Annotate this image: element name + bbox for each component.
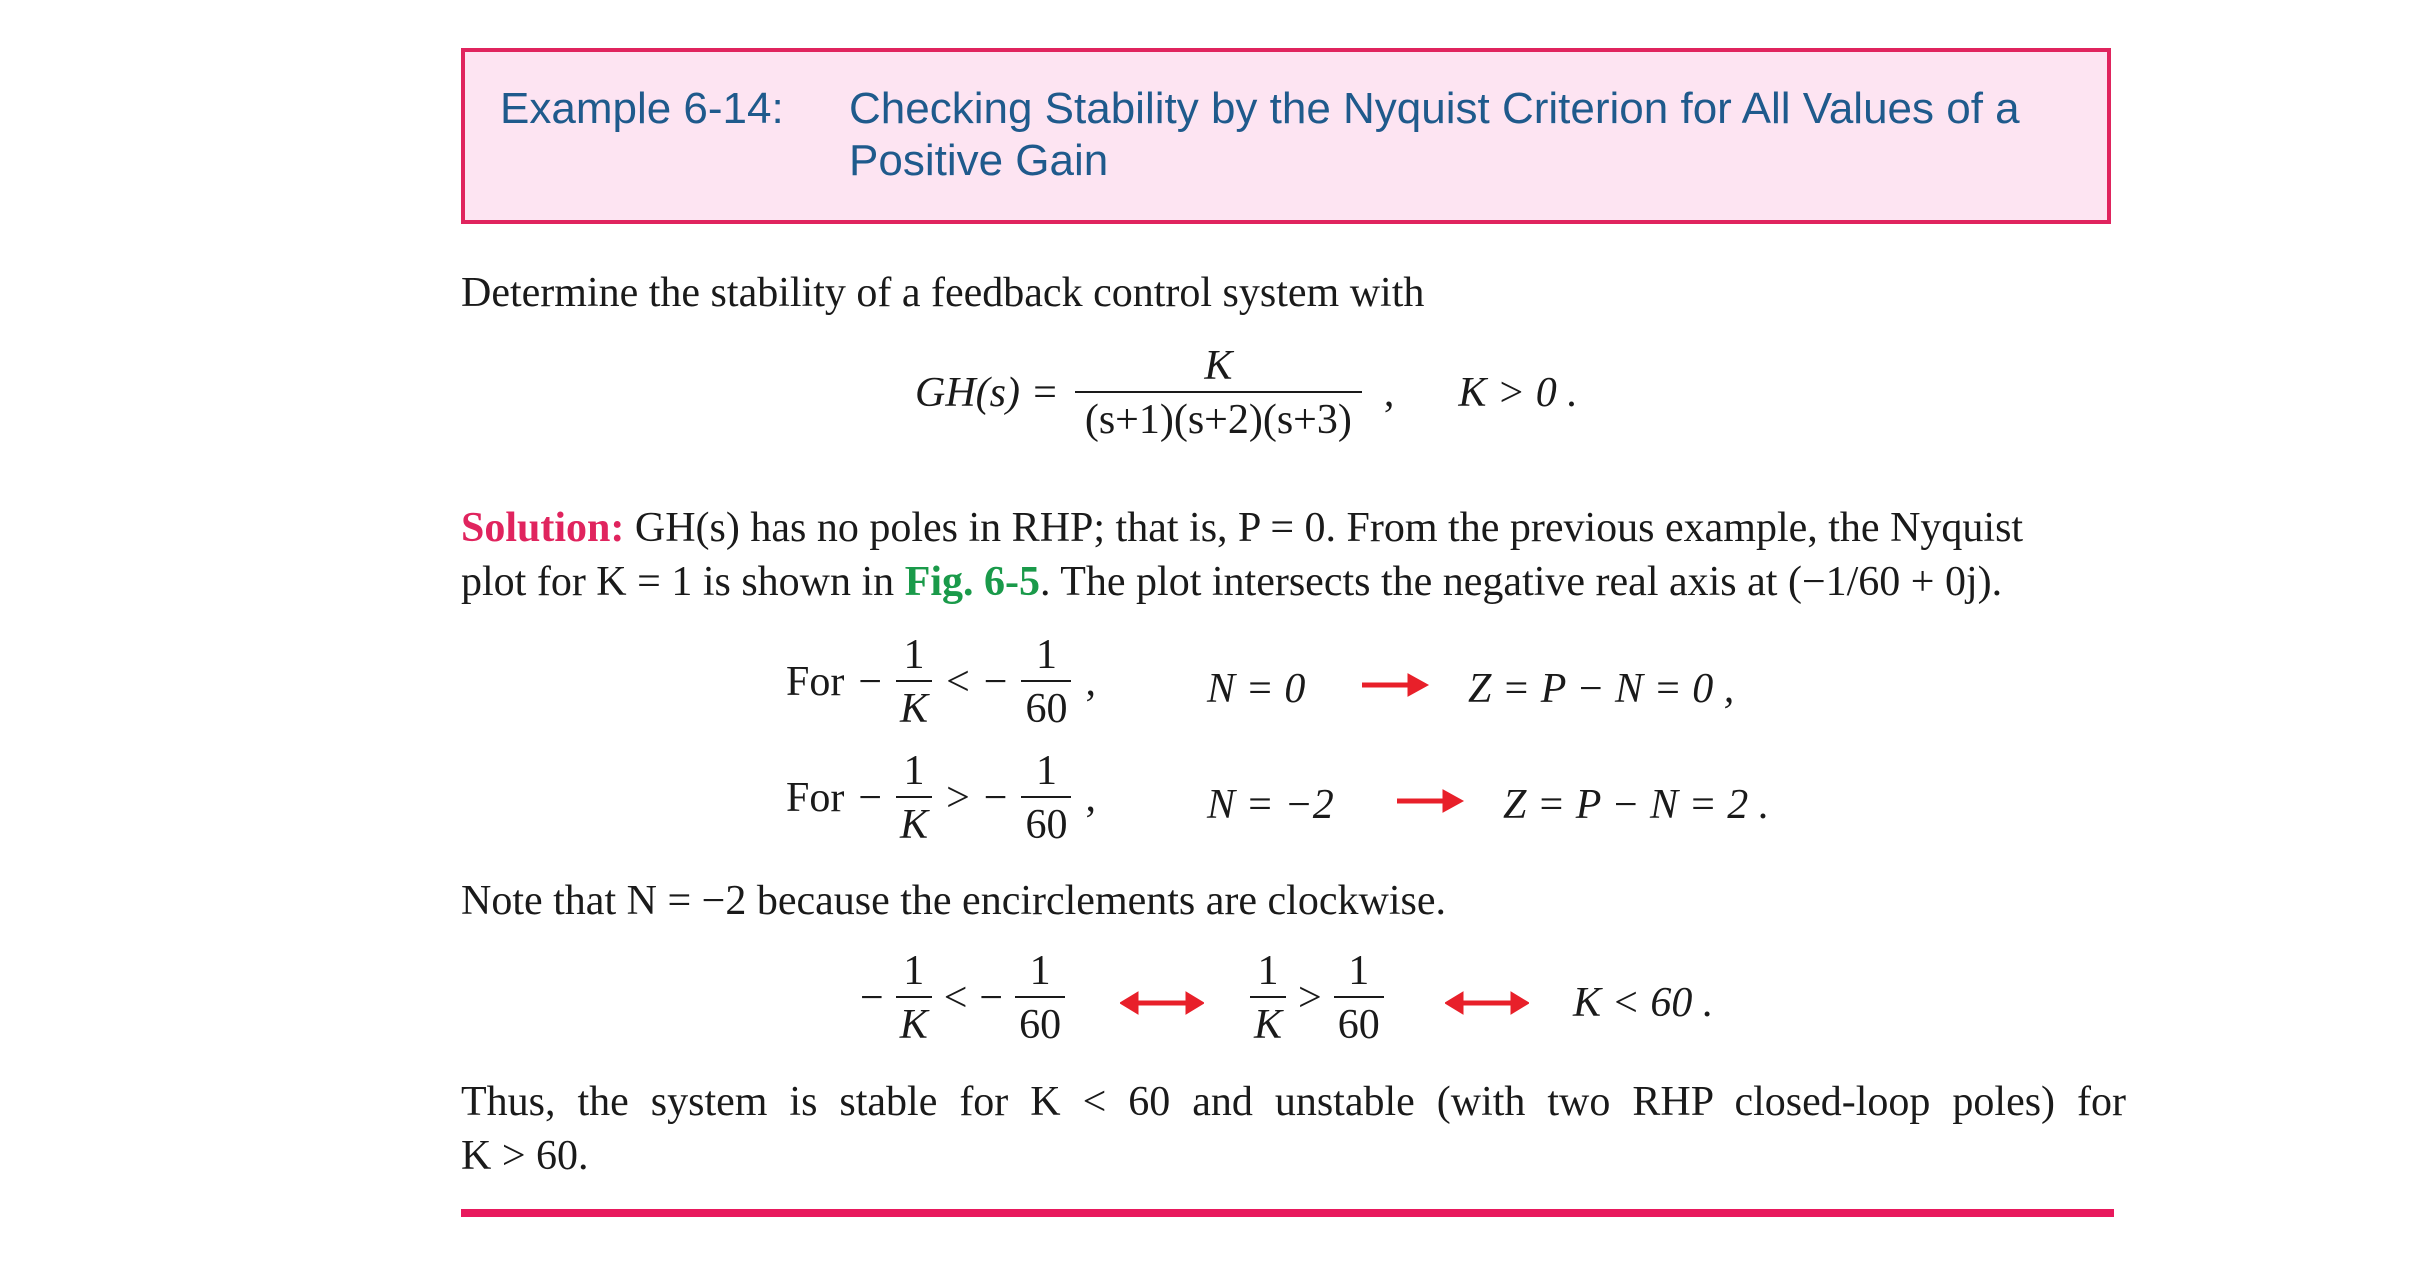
- conclusion-line1: Thus, the system is stable for K < 60 and unstable (with two RHP closed-loop poles) for: [461, 1079, 2126, 1125]
- case-operator: >: [946, 775, 970, 821]
- equation-numerator: K: [1204, 343, 1233, 389]
- solution-text-1: GH(s) has no poles in RHP; that is, P = 0. From the previous example, the Nyquist: [634, 505, 2024, 551]
- solution-label: Solution:: [461, 505, 625, 551]
- case-2-n: N = −2: [1207, 782, 1334, 828]
- equation-lhs: GH(s) =: [915, 370, 1059, 416]
- note-text: Note that N = −2 because the encirclements are clockwise.: [461, 878, 1446, 924]
- equation-condition: K > 0 .: [1458, 370, 1578, 416]
- case-1-z: Z = P − N = 0 ,: [1468, 666, 1735, 712]
- equation-fraction: [1075, 345, 1362, 441]
- solution-line1: [461, 507, 2023, 549]
- case-1-n: N = 0: [1207, 666, 1306, 712]
- example-box: [461, 48, 2111, 224]
- equation-denominator: (s+1)(s+2)(s+3): [1075, 391, 1362, 441]
- fraction-1-over-60: $\frac{1}{60}$: [1021, 634, 1071, 730]
- solution-text-2: plot for K = 1 is shown in: [461, 559, 895, 605]
- example-label: Example 6-14:: [500, 84, 784, 133]
- fraction-1-over-k: $\frac{1}{K}$: [896, 634, 932, 730]
- case-2-z: Z = P − N = 2 .: [1503, 782, 1770, 828]
- conclusion-line2: K > 60.: [461, 1133, 589, 1179]
- case-operator: <: [946, 659, 970, 705]
- double-arrow-icon: [1445, 990, 1529, 1016]
- equivalence-left: − $\frac{1}{K}$ < − $\frac{1}{60}$: [860, 950, 1065, 1046]
- figure-reference[interactable]: Fig. 6-5: [904, 559, 1040, 605]
- right-arrow-icon: [1395, 788, 1465, 814]
- case-prefix: For: [786, 659, 845, 705]
- double-arrow-icon: [1120, 990, 1204, 1016]
- solution-text-3: . The plot intersects the negative real axis at (−1/60 + 0j).: [1040, 559, 2003, 605]
- equivalence-result: K < 60 .: [1573, 980, 1714, 1026]
- fraction-1-over-k: $\frac{1}{K}$: [896, 750, 932, 846]
- case-row-2: For − $\frac{1}{K}$ > − $\frac{1}{60}$ ,: [786, 748, 1096, 848]
- fraction-1-over-60: $\frac{1}{60}$: [1021, 750, 1071, 846]
- solution-line2: [461, 561, 2002, 603]
- transfer-function: GH(s) = $\frac{K}{(s+1)(s+2)(s+3)}$ , K > 0 .: [915, 343, 1578, 443]
- example-title-line2: Positive Gain: [849, 136, 1109, 185]
- section-end-rule: [461, 1209, 2114, 1217]
- equivalence-middle: $\frac{1}{K}$ > $\frac{1}{60}$: [1250, 950, 1384, 1046]
- right-arrow-icon: [1360, 672, 1430, 698]
- intro-text: Determine the stability of a feedback control system with: [461, 270, 1425, 316]
- case-prefix: For: [786, 775, 845, 821]
- case-row-1: For − $\frac{1}{K}$ < − $\frac{1}{60}$ ,: [786, 632, 1096, 732]
- example-title-line1: Checking Stability by the Nyquist Criterion for All Values of a: [849, 84, 2020, 133]
